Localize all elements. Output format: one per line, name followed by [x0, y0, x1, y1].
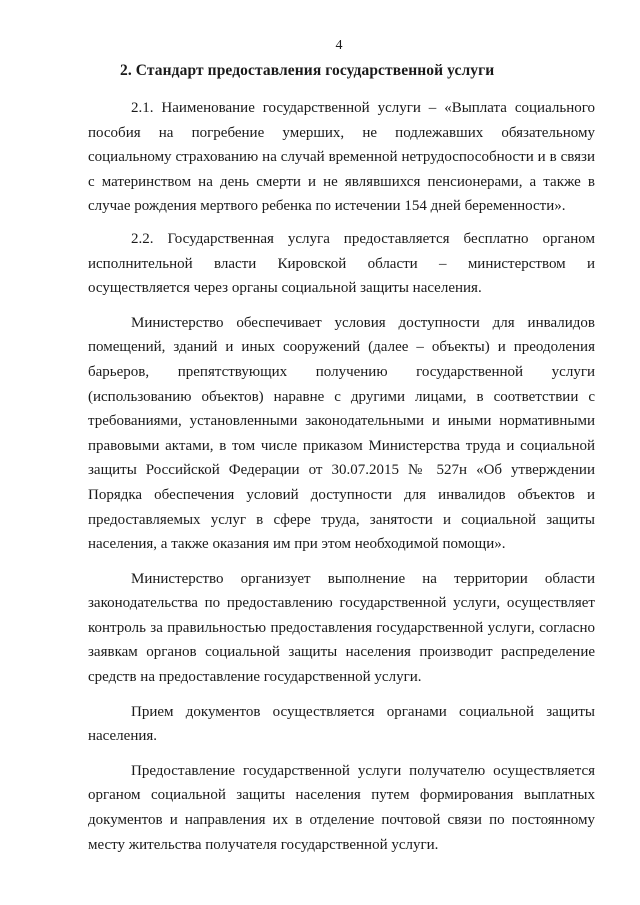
paragraph-2-2: 2.2. Государственная услуга предоставляется бесплатно органом исполнительной власти Кировской области – министерством и осуществляется через органы социальной защиты населения. — [88, 230, 595, 297]
section-heading: 2. Стандарт предоставления государственной услуги — [120, 62, 495, 79]
paragraph-document-intake: Прием документов осуществляется органами социальной защиты населения. — [88, 703, 595, 745]
paragraph-service-delivery: Предоставление государственной услуги получателю осуществляется органом социальной защиты населения путем формирования выплатных документов и направления их в отделение почтовой связи по постоянному месту жительства получателя государственной услуги. — [88, 762, 595, 853]
page-number: 4 — [335, 38, 343, 53]
paragraph-2-1: 2.1. Наименование государственной услуги – «Выплата социального пособия на погребение умерших, не подлежавших обязательному социальному страхованию на случай временной нетрудоспособности и в связи с материнством на день смерти и не являвшихся пенсионерами, а также в случае рождения мертвого ребенка по истечении 154 дней беременности». — [88, 100, 595, 215]
paragraph-accessibility: Министерство обеспечивает условия доступности для инвалидов помещений, зданий и иных сооружений (далее – объекты) и преодоления барьеров, препятствующих получению государственной услуги (использованию объектов) наравне с другими лицами, в соответствии с требованиями, установленными законодательными и иными нормативными правовыми актами, в том числе приказом Министерства труда и социальной защиты Российской Федерации от 30.07.2015 № 527н «Об утверждении Порядка обеспечения условий доступности для инвалидов объектов и предоставляемых услуг в сфере труда, занятости и социальной защиты населения, а также оказания им при этом необходимой помощи». — [88, 314, 595, 553]
paragraph-ministry-organization: Министерство организует выполнение на территории области законодательства по предоставлению государственной услуги, осуществляет контроль за правильностью предоставления государственной услуги, согласно заявкам органов социальной защиты населения производит распределение средств на предоставление государственной услуги. — [88, 570, 595, 686]
body-text — [88, 96, 595, 861]
